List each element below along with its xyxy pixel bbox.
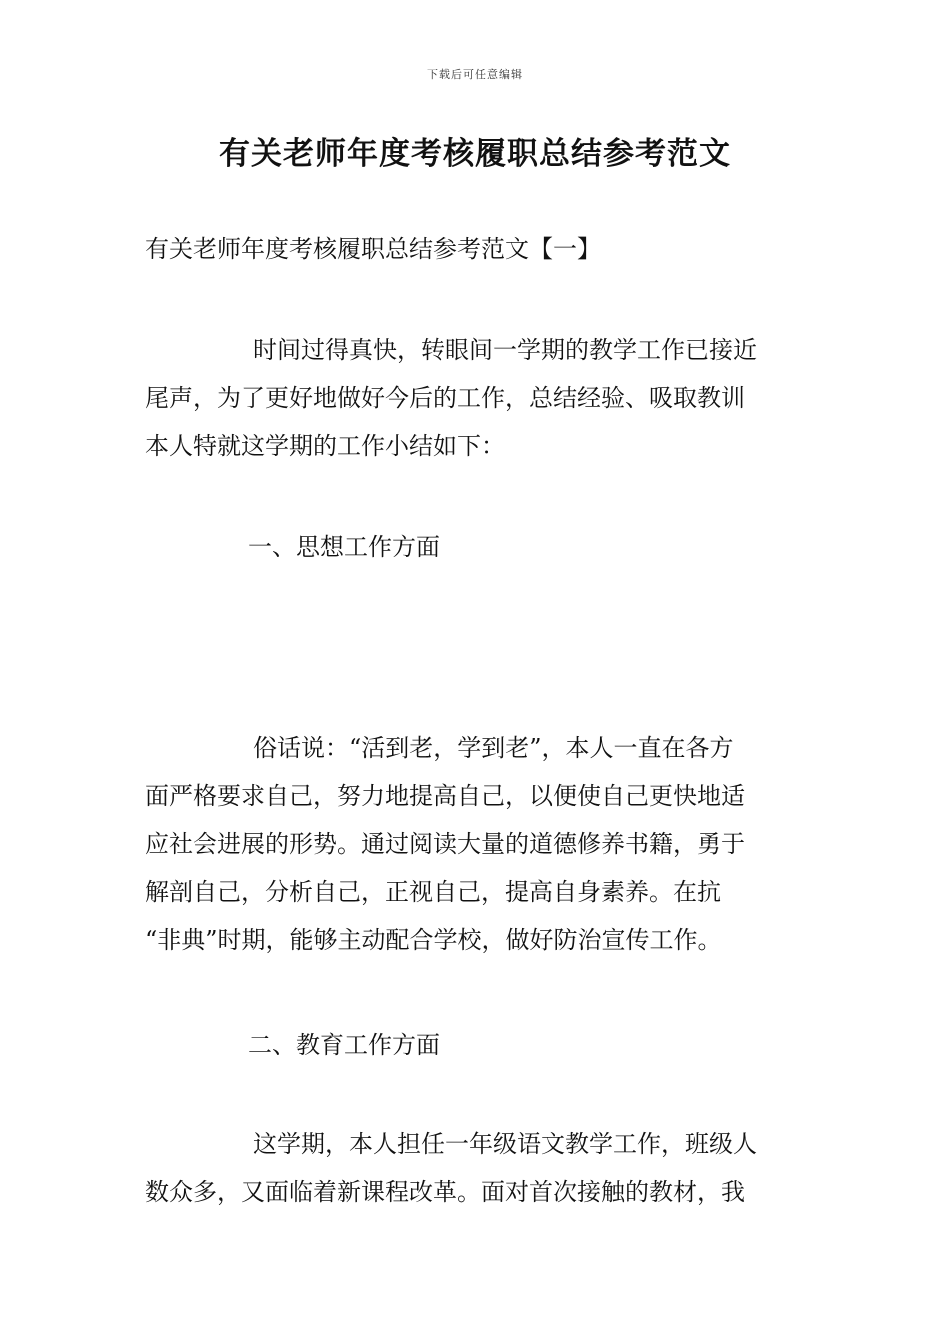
paragraph-intro [145,326,807,470]
header-note: 下载后可任意编辑 [427,68,523,81]
paragraph-line: 面严格要求自己，努力地提高自己，以便使自己更快地适 [145,782,745,810]
section-heading-ideology: 一、思想工作方面 [248,533,440,561]
paragraph-line: 这学期，本人担任一年级语文教学工作，班级人 [253,1130,757,1158]
paragraph-education [145,1120,807,1216]
paragraph-line: 应社会进展的形势。通过阅读大量的道德修养书籍，勇于 [145,830,745,858]
paragraph-ideology [145,724,807,964]
paragraph-line: 尾声，为了更好地做好今后的工作，总结经验、吸取教训 [145,384,745,412]
paragraph-line: 解剖自己，分析自己，正视自己，提高自身素养。在抗 [145,878,721,906]
section-subtitle: 有关老师年度考核履职总结参考范文【一】 [145,235,601,263]
paragraph-line: 时间过得真快，转眼间一学期的教学工作已接近 [253,336,757,364]
document-title: 有关老师年度考核履职总结参考范文 [219,136,731,172]
paragraph-line: 俗话说：“活到老，学到老”，本人一直在各方 [253,734,734,762]
paragraph-line: 数众多，又面临着新课程改革。面对首次接触的教材，我 [145,1178,745,1206]
paragraph-line: 本人特就这学期的工作小结如下： [145,432,505,460]
section-heading-education: 二、教育工作方面 [248,1031,440,1059]
paragraph-line: “非典”时期，能够主动配合学校，做好防治宣传工作。 [145,926,722,954]
